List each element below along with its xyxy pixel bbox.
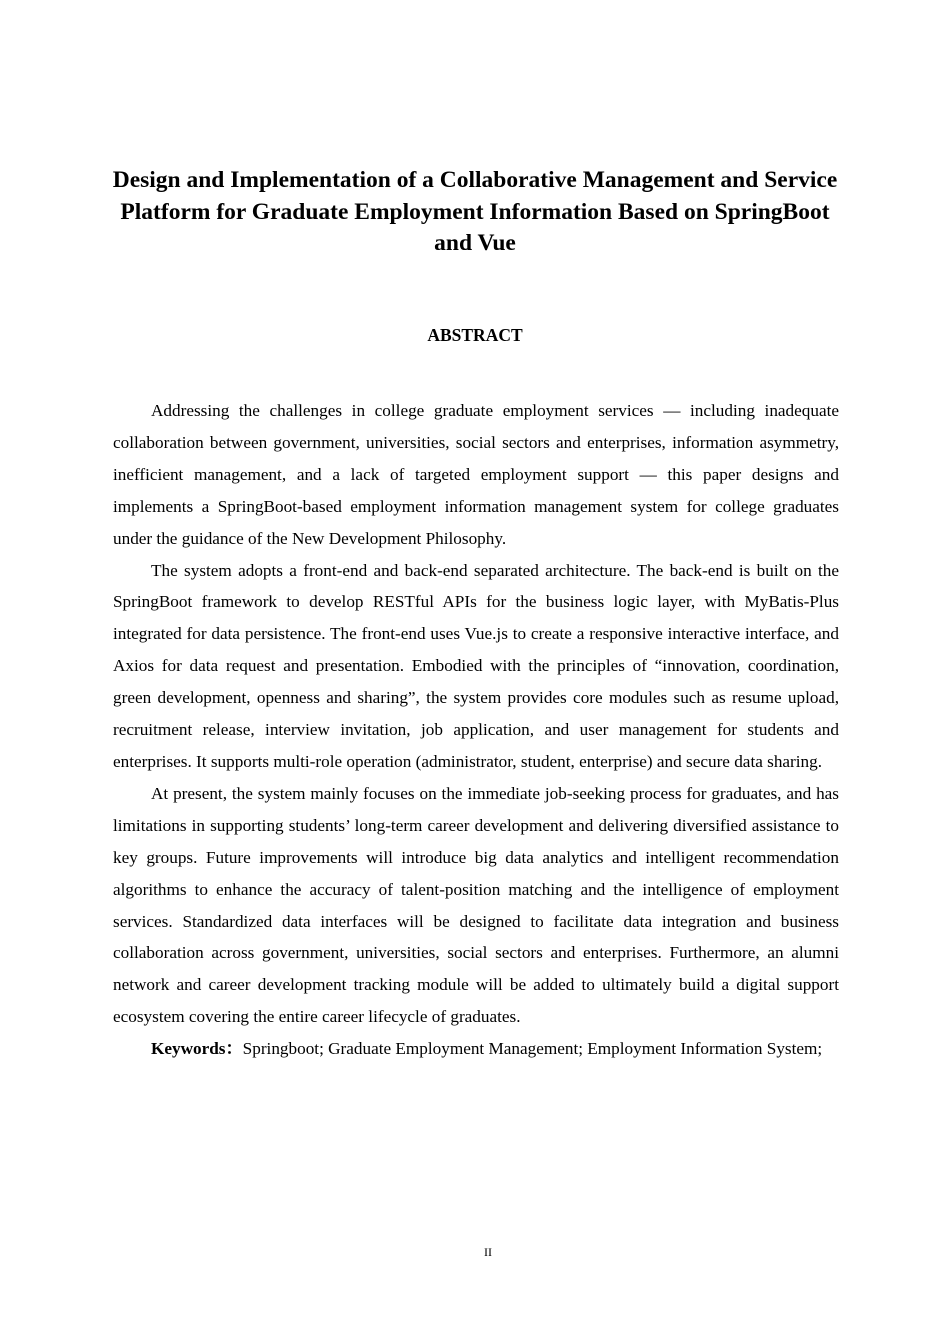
keywords-label: Keywords：: [151, 1039, 243, 1059]
abstract-paragraph-1: Addressing the challenges in college graduate employment services — including inadequate collaboration between government, universities, social sectors and enterprises, information asymmetry, inefficient management, and a lack of targeted employment support — this paper designs and implements a SpringBoot-based employment information management system for college graduates under the guidance of the New Development Philosophy.: [113, 401, 839, 548]
abstract-heading: ABSTRACT: [427, 325, 523, 345]
abstract-body: [113, 395, 839, 1065]
abstract-paragraph-2: The system adopts a front-end and back-end separated architecture. The back-end is built on the SpringBoot framework to develop RESTful APIs for the business logic layer, with MyBatis-Plus integrated for data persistence. The front-end uses Vue.js to create a responsive interactive interface, and Axios for data request and presentation. Embodied with the principles of “innovation, coordination, green development, openness and sharing”, the system provides core modules such as resume upload, recruitment release, interview invitation, job application, and user management for students and enterprises. It supports multi-role operation (administrator, student, enterprise) and secure data sharing.: [113, 560, 839, 771]
abstract-paragraph-3: At present, the system mainly focuses on the immediate job-seeking process for graduates, and has limitations in supporting students’ long-term career development and delivering diversified assistance to key groups. Future improvements will introduce big data analytics and intelligent recommendation algorithms to enhance the accuracy of talent-position matching and the intelligence of employment services. Standardized data interfaces will be designed to facilitate data integration and business collaboration across government, universities, social sectors and enterprises. Furthermore, an alumni network and career development tracking module will be added to ultimately build a digital support ecosystem covering the entire career lifecycle of graduates.: [113, 783, 839, 1027]
keywords-text: Springboot; Graduate Employment Management; Employment Information System;: [242, 1039, 823, 1059]
paper-title: Design and Implementation of a Collaborative Management and Service Platform for Graduate Employment Information Based on SpringBoot and Vue: [112, 167, 838, 256]
keywords-line: [113, 1033, 839, 1065]
page-number: II: [484, 1245, 492, 1259]
